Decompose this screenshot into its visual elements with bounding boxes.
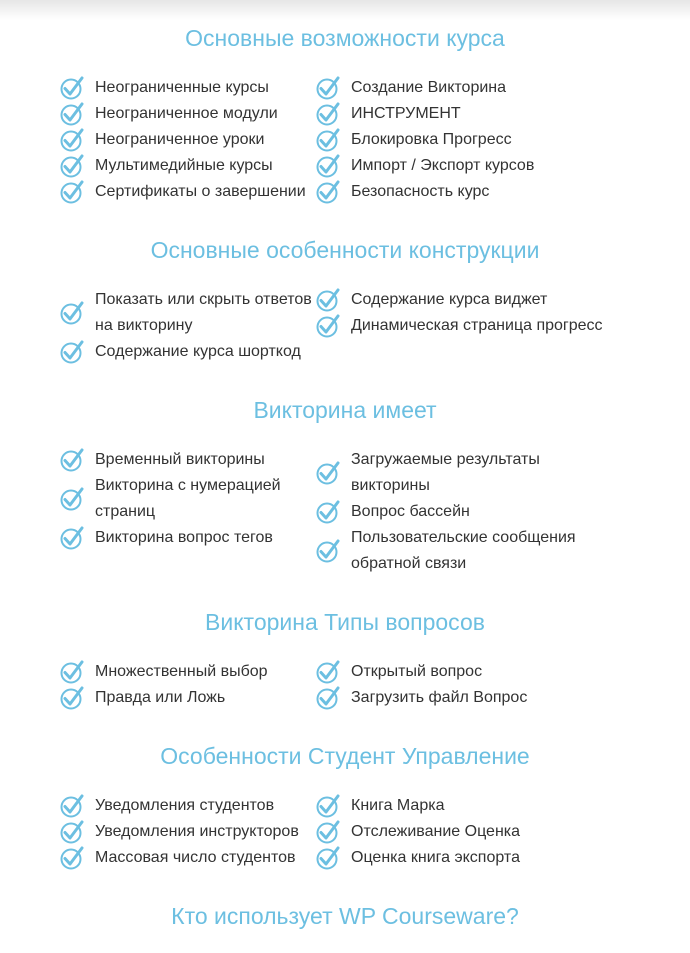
feature-label: Пользовательские сообщения обратной связи [351, 529, 576, 572]
checkmark-icon [316, 76, 340, 100]
feature-columns [0, 447, 690, 577]
feature-label: Неограниченные курсы [95, 79, 269, 96]
feature-item [316, 793, 690, 819]
feature-label: Правда или Ложь [95, 689, 226, 706]
feature-item [316, 659, 690, 685]
checkmark-icon [316, 180, 340, 204]
feature-columns [0, 793, 690, 871]
section-title: Особенности Студент Управление [160, 743, 530, 769]
feature-item [316, 447, 690, 499]
checkmark-icon [60, 794, 84, 818]
feature-item [60, 845, 316, 871]
feature-item [60, 525, 316, 551]
feature-label: Содержание курса шорткод [95, 343, 301, 360]
feature-label: Множественный выбор [95, 663, 268, 680]
feature-label: Уведомления инструкторов [95, 823, 299, 840]
checkmark-icon [316, 794, 340, 818]
feature-label: Динамическая страница прогресс [351, 317, 603, 334]
feature-item [60, 819, 316, 845]
checkmark-icon [60, 846, 84, 870]
feature-columns [0, 287, 690, 365]
feature-list-right [316, 75, 690, 205]
feature-list-left [0, 793, 316, 871]
section-title: Викторина Типы вопросов [205, 609, 485, 635]
feature-item [316, 287, 690, 313]
feature-label: Открытый вопрос [351, 663, 483, 680]
checkmark-icon [60, 340, 84, 364]
feature-label: Оценка книга экспорта [351, 849, 520, 866]
feature-label: Викторина вопрос тегов [95, 529, 273, 546]
checkmark-icon [60, 180, 84, 204]
feature-list-left [0, 287, 316, 365]
checkmark-icon [316, 314, 340, 338]
feature-columns [0, 75, 690, 205]
checkmark-icon [60, 660, 84, 684]
feature-item [60, 339, 316, 365]
section-title: Кто использует WP Courseware? [171, 903, 519, 929]
checkmark-icon [60, 448, 84, 472]
feature-list-left [0, 75, 316, 205]
feature-label: Блокировка Прогресс [351, 131, 512, 148]
checkmark-icon [316, 660, 340, 684]
feature-item [316, 153, 690, 179]
feature-item [60, 659, 316, 685]
feature-item [316, 179, 690, 205]
feature-label: Создание Викторина [351, 79, 507, 96]
checkmark-icon [60, 686, 84, 710]
feature-label: Содержание курса виджет [351, 291, 548, 308]
feature-item [316, 101, 690, 127]
feature-label: Неограниченное модули [95, 105, 278, 122]
checkmark-icon [60, 154, 84, 178]
feature-item [60, 153, 316, 179]
feature-label: Временный викторины [95, 451, 265, 468]
checkmark-icon [60, 128, 84, 152]
feature-item [60, 101, 316, 127]
checkmark-icon [316, 154, 340, 178]
feature-label: Уведомления студентов [95, 797, 275, 814]
checkmark-icon [316, 288, 340, 312]
feature-label: Книга Марка [351, 797, 445, 814]
feature-item [60, 75, 316, 101]
feature-item [316, 313, 690, 339]
checkmark-icon [60, 487, 84, 511]
checkmark-icon [60, 820, 84, 844]
checkmark-icon [60, 301, 84, 325]
feature-item [60, 287, 316, 339]
feature-label: Загрузить файл Вопрос [351, 689, 528, 706]
feature-item [60, 793, 316, 819]
feature-label: Показать или скрыть ответов на викторину [95, 291, 312, 334]
feature-list-right [316, 659, 690, 711]
feature-label: ИНСТРУМЕНТ [351, 105, 461, 122]
feature-list-left [0, 659, 316, 711]
feature-item [60, 179, 316, 205]
feature-label: Массовая число студентов [95, 849, 296, 866]
feature-item [316, 75, 690, 101]
feature-label: Отслеживание Оценка [351, 823, 521, 840]
features-content [0, 23, 690, 953]
checkmark-icon [316, 461, 340, 485]
feature-list-right [316, 793, 690, 871]
checkmark-icon [316, 846, 340, 870]
checkmark-icon [316, 128, 340, 152]
checkmark-icon [316, 686, 340, 710]
feature-label: Мультимедийные курсы [95, 157, 273, 174]
section-title: Основные особенности конструкции [150, 237, 540, 263]
checkmark-icon [316, 102, 340, 126]
feature-item [60, 473, 316, 525]
checkmark-icon [60, 76, 84, 100]
feature-label: Неограниченное уроки [95, 131, 265, 148]
feature-item [60, 447, 316, 473]
feature-list-right [316, 447, 690, 577]
feature-list-left [0, 447, 316, 577]
feature-item [316, 819, 690, 845]
feature-item [316, 499, 690, 525]
feature-item [316, 685, 690, 711]
feature-item [60, 685, 316, 711]
checkmark-icon [316, 820, 340, 844]
top-shadow [0, 0, 690, 20]
feature-label: Вопрос бассейн [351, 503, 470, 520]
feature-label: Сертификаты о завершении [95, 183, 306, 200]
feature-label: Викторина с нумерацией страниц [95, 477, 281, 520]
checkmark-icon [60, 526, 84, 550]
feature-item [60, 127, 316, 153]
feature-label: Безопасность курс [351, 183, 490, 200]
checkmark-icon [60, 102, 84, 126]
feature-list-right [316, 287, 690, 365]
feature-label: Импорт / Экспорт курсов [351, 157, 535, 174]
feature-item [316, 525, 690, 577]
section-title: Основные возможности курса [185, 25, 505, 51]
feature-columns [0, 659, 690, 711]
feature-item [316, 845, 690, 871]
checkmark-icon [316, 500, 340, 524]
feature-item [316, 127, 690, 153]
section-title: Викторина имеет [253, 397, 437, 423]
feature-label: Загружаемые результаты викторины [351, 451, 540, 494]
checkmark-icon [316, 539, 340, 563]
